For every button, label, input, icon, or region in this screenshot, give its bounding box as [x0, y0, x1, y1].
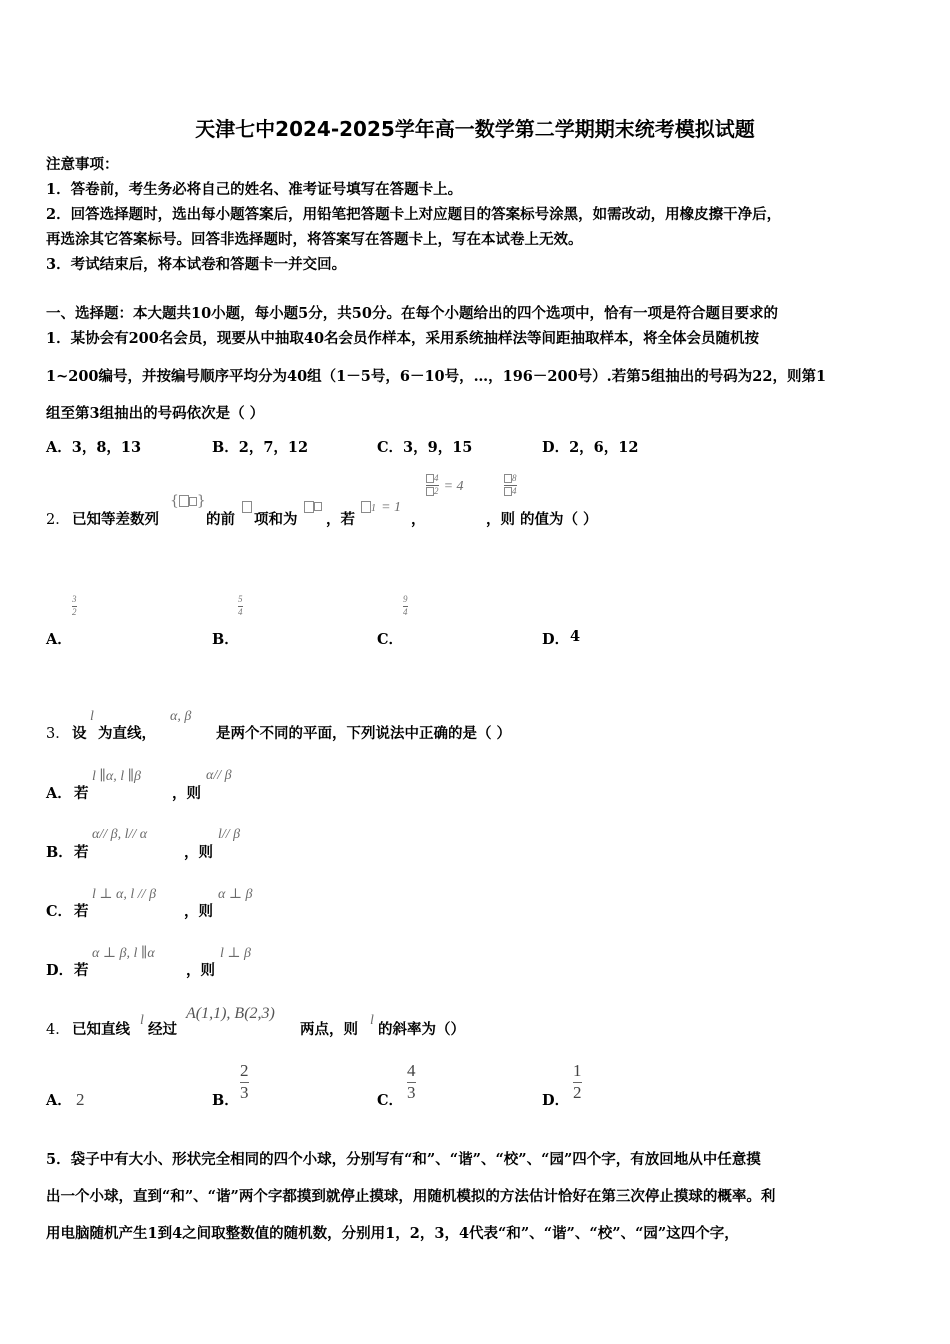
q4-line-symbol-2: l [370, 1013, 374, 1028]
q4-c-den: 3 [407, 1082, 416, 1102]
q2-ratio-fraction: $\frac{4}{2}$ [426, 474, 439, 497]
notice-item-1: 1．答卷前，考生务必将自己的姓名、准考证号填写在答题卡上。 [46, 181, 463, 198]
section-heading: 一、选择题：本大题共10小题，每小题5分，共50分。在每个小题给出的四个选项中，恰有一项是符合题目要求的 [46, 305, 778, 322]
notice-item-3: 3．考试结束后，将本试卷和答题卡一并交回。 [46, 256, 347, 273]
q5-line-2: 出一个小球，直到“和”、“谐”两个字都摸到就停止摸球，用随机模拟的方法估计恰好在第三次停止摸球的概率。利 [46, 1188, 776, 1205]
q2-option-c-label: C． [377, 631, 404, 648]
q3-number: 3． [46, 726, 70, 742]
q3-option-c-condition: l ⊥ α, l // β [92, 887, 157, 902]
q2-a1-value: = 1 [381, 500, 402, 515]
q4-text-4: 的斜率为（） [378, 1021, 465, 1038]
q1-option-d: D．2，6，12 [542, 439, 639, 456]
q3-text-2: 为直线， [98, 725, 156, 742]
q2-option-b-value [238, 595, 243, 618]
q4-option-a-label: A． [46, 1092, 72, 1109]
q4-option-b-label: B． [212, 1092, 239, 1109]
q3-option-d-ruo: 若 [74, 962, 89, 979]
q3-option-c-then: ，则 [184, 903, 213, 920]
q3-option-b-then: ，则 [184, 844, 213, 861]
notice-item-2-cont: 再选涂其它答案标号。回答非选择题时，将答案写在答题卡上，写在本试卷上无效。 [46, 231, 583, 248]
q2-sn-symbol [304, 496, 322, 515]
q3-text-3: 是两个不同的平面，下列说法中正确的是（ ） [216, 725, 512, 742]
q3-option-b-label: B． [46, 844, 73, 861]
q4-text-2: 经过 [148, 1021, 177, 1038]
notice-heading: 注意事项： [46, 156, 119, 173]
q2-c-num: 9 [403, 594, 408, 604]
q2-text-6: ，则 [486, 511, 515, 528]
q2-c-den: 4 [403, 606, 408, 617]
q2-number: 2． [46, 512, 70, 528]
q2-ratio-value: = 4 [443, 478, 464, 494]
q1-line-3: 组至第3组抽出的号码依次是（ ） [46, 405, 265, 422]
q4-option-b-value [240, 1062, 249, 1102]
exam-title: 天津七中2024-2025学年高一数学第二学期期末统考模拟试题 [195, 117, 755, 141]
q4-b-den: 3 [240, 1082, 249, 1102]
q2-option-b-label: B． [212, 631, 239, 648]
q4-option-d-value [573, 1062, 582, 1102]
q3-option-a-result: α// β [206, 768, 232, 783]
q2-sequence-symbol: { } [170, 493, 206, 509]
q4-d-den: 2 [573, 1082, 582, 1102]
q1-option-b: B．2，7，12 [212, 439, 309, 456]
q3-option-d-condition: α ⊥ β, l ∥α [92, 946, 155, 961]
q1-option-a: A．3，8，13 [46, 439, 142, 456]
q4-option-a-value: 2 [76, 1090, 85, 1109]
q1-option-c: C．3，9，15 [377, 439, 473, 456]
q2-b-num: 5 [238, 594, 243, 604]
q4-b-num: 2 [240, 1061, 249, 1080]
q4-option-d-label: D． [542, 1092, 570, 1109]
q2-a1-symbol: 1 = 1 [361, 496, 401, 516]
q2-text-4: ，若 [326, 511, 355, 528]
q2-option-a-label: A． [46, 631, 72, 648]
q3-text-1: 设 [72, 725, 87, 742]
q3-option-c-result: α ⊥ β [218, 887, 253, 902]
q3-option-b-condition: α// β, l// α [92, 827, 148, 842]
q3-option-b-result: l// β [218, 827, 241, 842]
q3-option-c-ruo: 若 [74, 903, 89, 920]
q2-ratio-s4-s2 [426, 474, 464, 497]
notice-item-2: 2．回答选择题时，选出每小题答案后，用铅笔把答题卡上对应题目的答案标号涂黑，如需改动，用橡皮擦干净后， [46, 206, 782, 223]
q1-line-1: 1．某协会有200名会员，现要从中抽取40名会员作样本，采用系统抽样法等间距抽取样本，将全体会员随机按 [46, 330, 760, 347]
q5-line-3: 用电脑随机产生1到4之间取整数值的随机数，分别用1，2，3，4代表“和”、“谐”、“校”、“园”这四个字， [46, 1225, 739, 1242]
q2-option-d-value: 4 [570, 628, 581, 645]
q1-line-2: 1~200编号，并按编号顺序平均分为40组（1－5号，6－10号，…，196－200号）.若第5组抽出的号码为22，则第1 [46, 368, 827, 385]
q3-option-a-then: ，则 [172, 785, 201, 802]
q2-ratio-s8-s4 [504, 474, 517, 497]
q2-a-num: 3 [72, 594, 77, 604]
q3-option-d-then: ，则 [186, 962, 215, 979]
q4-c-num: 4 [407, 1061, 416, 1080]
q4-option-c-label: C． [377, 1092, 404, 1109]
q3-option-d-result: l ⊥ β [220, 946, 252, 961]
q2-a-den: 2 [72, 606, 77, 617]
q3-option-b-ruo: 若 [74, 844, 89, 861]
q2-text-7: 的值为（ ） [520, 511, 598, 528]
q2-option-c-value [403, 595, 408, 618]
q3-line-symbol: l [90, 709, 94, 724]
q4-points: A(1,1), B(2,3) [186, 1005, 275, 1022]
q3-option-c-label: C． [46, 903, 73, 920]
q2-option-a-value [72, 595, 77, 618]
q4-number: 4． [46, 1022, 70, 1038]
q2-text-5: ， [411, 511, 426, 528]
q2-b-den: 4 [238, 606, 243, 617]
q3-option-a-label: A． [46, 785, 72, 802]
q2-option-d-label: D． [542, 631, 570, 648]
q2-target-fraction: $\frac{8}{4}$ [504, 474, 517, 497]
q2-text-2: 的前 [206, 511, 235, 528]
q2-text-1: 已知等差数列 [72, 511, 159, 528]
q4-option-c-value [407, 1062, 416, 1102]
q4-text-3: 两点，则 [300, 1021, 358, 1038]
q2-text-3: 项和为 [254, 511, 298, 528]
q4-d-num: 1 [573, 1061, 582, 1080]
q4-text-1: 已知直线 [72, 1021, 130, 1038]
q3-option-a-ruo: 若 [74, 785, 89, 802]
q4-line-symbol: l [140, 1013, 144, 1028]
q3-option-a-condition: l ∥α, l ∥β [92, 769, 142, 784]
q2-n-symbol [242, 496, 252, 515]
q5-line-1: 5．袋子中有大小、形状完全相同的四个小球，分别写有“和”、“谐”、“校”、“园”四个字，有放回地从中任意摸 [46, 1151, 761, 1168]
q3-option-d-label: D． [46, 962, 74, 979]
q3-planes-symbol: α, β [170, 709, 192, 724]
